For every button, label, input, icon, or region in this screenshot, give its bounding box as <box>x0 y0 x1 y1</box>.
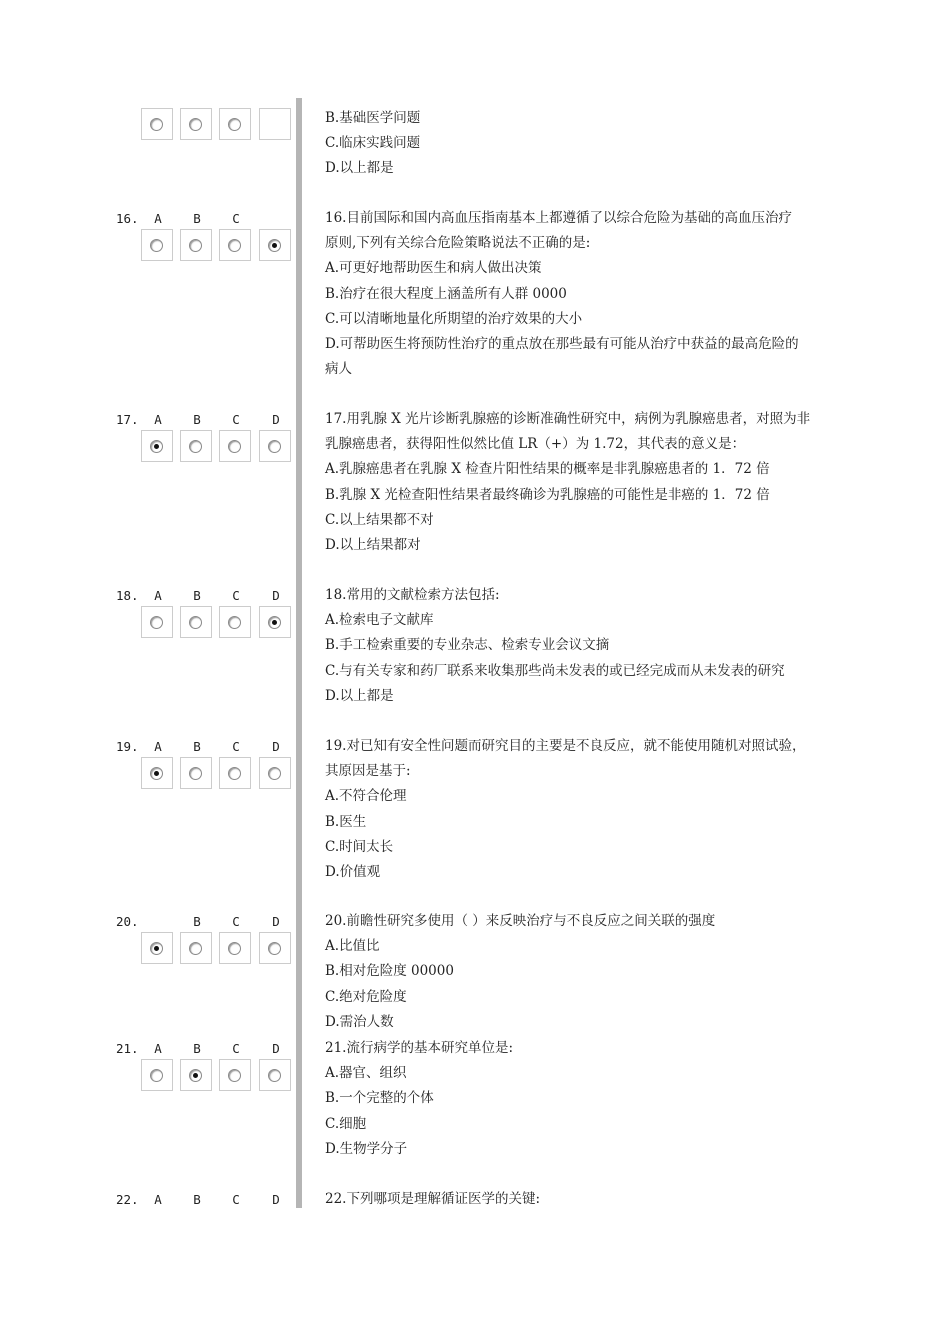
option-box[interactable] <box>219 606 251 638</box>
question-text-line: 乳腺癌患者，获得阳性似然比值 LR（+）为 1.72，其代表的意义是： <box>325 436 746 453</box>
option-box[interactable] <box>141 606 173 638</box>
option-letter: C <box>232 412 240 427</box>
question-text-line: B.手工检索重要的专业杂志、检索专业会议文摘 <box>325 637 610 654</box>
option-letter: B <box>193 588 201 603</box>
question-text-line: A.比值比 <box>325 938 380 955</box>
option-box[interactable] <box>141 757 173 789</box>
question-text-line: C.可以清晰地量化所期望的治疗效果的大小 <box>325 310 583 327</box>
option-letter: C <box>232 588 240 603</box>
option-letter: A <box>154 1041 162 1056</box>
option-box[interactable] <box>219 757 251 789</box>
radio-empty-icon[interactable] <box>150 616 163 629</box>
radio-empty-icon[interactable] <box>150 1069 163 1082</box>
question-text-line: B.基础医学问题 <box>325 110 421 126</box>
option-letter: A <box>154 1192 162 1207</box>
radio-empty-icon[interactable] <box>189 616 202 629</box>
option-box[interactable] <box>259 430 291 462</box>
option-box[interactable] <box>219 108 251 140</box>
radio-empty-icon[interactable] <box>150 239 163 252</box>
option-box[interactable] <box>141 932 173 964</box>
option-box[interactable] <box>141 1059 173 1091</box>
radio-empty-icon[interactable] <box>189 239 202 252</box>
question-text-line: C.细胞 <box>325 1115 367 1132</box>
question-text-line: C.以上结果都不对 <box>325 511 434 528</box>
option-box[interactable] <box>259 932 291 964</box>
question-number: 16. <box>116 211 139 226</box>
radio-checked-icon[interactable] <box>189 1069 202 1082</box>
radio-empty-icon[interactable] <box>268 767 281 780</box>
question-number: 18. <box>116 588 139 603</box>
question-text-line: B.一个完整的个体 <box>325 1090 434 1107</box>
option-box[interactable] <box>219 229 251 261</box>
question-text-line: B.乳腺 X 光检查阳性结果者最终确诊为乳腺癌的可能性是非癌的 1．72 倍 <box>325 486 770 503</box>
radio-checked-icon[interactable] <box>150 767 163 780</box>
option-letter: D <box>272 739 280 754</box>
option-letter: D <box>272 1192 280 1207</box>
question-text-line: 22.下列哪项是理解循证医学的关键: <box>325 1191 541 1207</box>
option-box[interactable] <box>180 606 212 638</box>
radio-empty-icon[interactable] <box>189 767 202 780</box>
option-letter: B <box>193 412 201 427</box>
option-letter: B <box>193 1041 201 1056</box>
question-text-line: 17.用乳腺 X 光片诊断乳腺癌的诊断准确性研究中，病例为乳腺癌患者，对照为非 <box>325 411 811 427</box>
question-text-line: 16.目前国际和国内高血压指南基本上都遵循了以综合危险为基础的高血压治疗 <box>325 210 792 226</box>
option-letter: A <box>154 412 162 427</box>
question-text-line: D.以上都是 <box>325 687 394 704</box>
question-text-line: 19.对已知有安全性问题而研究目的主要是不良反应，就不能使用随机对照试验， <box>325 738 806 754</box>
option-letter: B <box>193 739 201 754</box>
option-box[interactable] <box>219 430 251 462</box>
radio-empty-icon[interactable] <box>189 942 202 955</box>
question-text-line: A.乳腺癌患者在乳腺 X 检查片阳性结果的概率是非乳腺癌患者的 1．72 倍 <box>325 461 770 478</box>
option-letter: B <box>193 1192 201 1207</box>
option-box[interactable] <box>219 932 251 964</box>
radio-checked-icon[interactable] <box>150 440 163 453</box>
option-letter: C <box>232 1192 240 1207</box>
radio-empty-icon[interactable] <box>189 440 202 453</box>
option-letter: A <box>154 588 162 603</box>
question-text-line: 21.流行病学的基本研究单位是: <box>325 1040 514 1056</box>
radio-checked-icon[interactable] <box>268 616 281 629</box>
question-text-line: D.需治人数 <box>325 1013 394 1030</box>
option-box[interactable] <box>141 430 173 462</box>
option-box[interactable] <box>259 606 291 638</box>
radio-empty-icon[interactable] <box>228 118 241 131</box>
question-text-line: A.检索电子文献库 <box>325 612 434 629</box>
question-text-line: C.时间太长 <box>325 838 394 855</box>
question-number: 20. <box>116 914 139 929</box>
option-box[interactable] <box>219 1059 251 1091</box>
question-text-line: 20.前瞻性研究多使用（ ）来反映治疗与不良反应之间关联的强度 <box>325 913 716 929</box>
question-text-line: A.不符合伦理 <box>325 788 407 805</box>
question-text-line: 原则,下列有关综合危险策略说法不正确的是: <box>325 235 591 252</box>
option-letter: B <box>193 914 201 929</box>
question-text-line: B.医生 <box>325 813 367 830</box>
radio-empty-icon[interactable] <box>228 239 241 252</box>
radio-empty-icon[interactable] <box>228 942 241 955</box>
option-letter: B <box>193 211 201 226</box>
option-box[interactable] <box>141 108 173 140</box>
radio-empty-icon[interactable] <box>268 440 281 453</box>
option-letter: D <box>272 1041 280 1056</box>
question-text-line: D.以上结果都对 <box>325 537 421 553</box>
option-letter: A <box>154 211 162 226</box>
vertical-divider <box>296 98 302 1208</box>
option-box[interactable] <box>141 229 173 261</box>
question-number: 17. <box>116 412 139 427</box>
question-text-line: 其原因是基于: <box>325 763 411 780</box>
question-number: 21. <box>116 1041 139 1056</box>
option-letter: C <box>232 211 240 226</box>
radio-checked-icon[interactable] <box>268 239 281 252</box>
radio-empty-icon[interactable] <box>268 942 281 955</box>
option-box[interactable] <box>180 757 212 789</box>
option-letter: C <box>232 1041 240 1056</box>
radio-empty-icon[interactable] <box>228 1069 241 1082</box>
radio-empty-icon[interactable] <box>228 440 241 453</box>
option-box[interactable] <box>259 757 291 789</box>
option-letter: A <box>154 739 162 754</box>
question-text-line: A.可更好地帮助医生和病人做出决策 <box>325 260 542 277</box>
radio-empty-icon[interactable] <box>189 118 202 131</box>
option-letter: D <box>272 588 280 603</box>
option-box[interactable] <box>259 108 291 140</box>
option-letter: D <box>272 412 280 427</box>
option-box[interactable] <box>259 229 291 261</box>
question-number: 19. <box>116 739 139 754</box>
option-box[interactable] <box>259 1059 291 1091</box>
question-text-line: D.生物学分子 <box>325 1140 408 1157</box>
option-letter: C <box>232 739 240 754</box>
radio-empty-icon[interactable] <box>228 767 241 780</box>
question-text-line: D.价值观 <box>325 864 381 880</box>
radio-empty-icon[interactable] <box>228 616 241 629</box>
question-text-line: 18.常用的文献检索方法包括: <box>325 587 500 603</box>
question-text-line: C.绝对危险度 <box>325 988 407 1005</box>
question-number: 22. <box>116 1192 139 1207</box>
question-text-line: C.与有关专家和药厂联系来收集那些尚未发表的或已经完成而从未发表的研究 <box>325 662 785 679</box>
question-text-line: B.治疗在很大程度上涵盖所有人群 0000 <box>325 285 567 302</box>
radio-empty-icon[interactable] <box>150 118 163 131</box>
radio-checked-icon[interactable] <box>150 942 163 955</box>
option-box[interactable] <box>180 108 212 140</box>
question-text-line: C.临床实践问题 <box>325 135 421 152</box>
option-letter: D <box>272 914 280 929</box>
question-text-line: D.以上都是 <box>325 160 394 177</box>
option-letter: C <box>232 914 240 929</box>
radio-empty-icon[interactable] <box>268 1069 281 1082</box>
question-text-line: B.相对危险度 00000 <box>325 963 454 980</box>
question-text-line: D.可帮助医生将预防性治疗的重点放在那些最有可能从治疗中获益的最高危险的 <box>325 336 799 352</box>
option-box[interactable] <box>180 932 212 964</box>
question-text-line: 病人 <box>325 361 352 378</box>
option-box[interactable] <box>180 229 212 261</box>
option-box[interactable] <box>180 430 212 462</box>
option-box[interactable] <box>180 1059 212 1091</box>
question-text-line: A.器官、组织 <box>325 1065 407 1082</box>
